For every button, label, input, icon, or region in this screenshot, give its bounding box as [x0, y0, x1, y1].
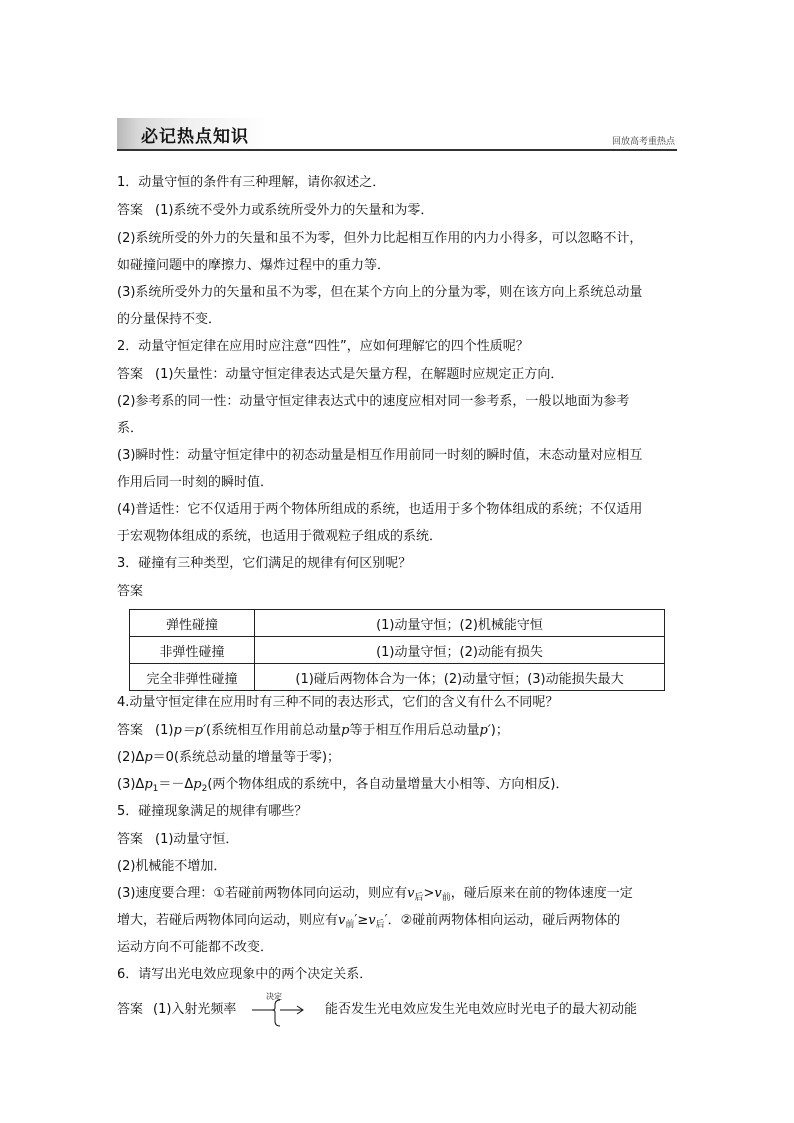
q4-a3-text: (两个物体组成的系统中，各自动量增量大小相等、方向相反)．	[207, 777, 569, 792]
q2-answer-3-line-1: (3)瞬时性：动量守恒定律中的初态动量是相互作用前同一时刻的瞬时值，末态动量对应相互	[117, 448, 643, 463]
q1-answer-2-line-2: 如碰撞问题中的摩擦力、爆炸过程中的重力等．	[117, 258, 391, 273]
q5-a3-symbol-v: v	[407, 886, 415, 901]
q1-answer-1	[117, 202, 433, 220]
q1-answer-3-line-1: (3)系统所受外力的矢量和虽不为零，但在某个方向上的分量为零，则在该方向上系统总动量	[117, 285, 643, 300]
q5-a3-subscript-back: 后	[375, 920, 385, 930]
q2-question: 2．动量守恒定律在应用时应注意“四性”，应如何理解它的四个性质呢？	[117, 339, 529, 354]
q5-a3-subscript-front: 前	[345, 920, 355, 930]
q5-a3-subscript-front: 前	[441, 893, 451, 903]
q5-a3-text: 增大，若碰后两物体同向运动，则应有	[117, 913, 339, 928]
section-subtitle: 回放高考重热点	[611, 137, 675, 147]
q4-a1-symbol-p: p	[341, 723, 350, 738]
q4-a1-text: 等于相互作用后总动量	[349, 723, 480, 738]
q6-a1-right: 能否发生光电效应发生光电效应时光电子的最大初动能	[325, 1002, 638, 1017]
q5-a3-symbol-v: v	[368, 913, 376, 928]
q5-a3-operator: >	[423, 886, 435, 901]
q5-a3-text: (3)速度要合理：①若碰前两物体同向运动，则应有	[117, 886, 408, 901]
q2-answer-4-line-1: (4)普适性：它不仅适用于两个物体所组成的系统，也适用于多个物体组成的系统；不仅适用	[117, 502, 643, 517]
q4-a1-text: (系统相互作用前总动量	[206, 723, 342, 738]
q4-a3-operator: ＝－Δ	[158, 777, 194, 792]
collision-rule: (1)动量守恒；(2)机械能守恒	[255, 610, 665, 637]
q4-a1-formula: p＝p′	[173, 723, 207, 738]
q5-a3-text: ，碰后原来在前的物体速度一定	[450, 886, 633, 901]
answer-label: 答案	[117, 723, 144, 738]
q6-a1-left: (1)入射光频率	[153, 1002, 237, 1017]
section-header	[117, 118, 677, 152]
q4-answer-3	[117, 776, 569, 798]
q5-question: 5．碰撞现象满足的规律有哪些？	[117, 804, 308, 819]
q5-answer-3-line-2	[117, 912, 620, 934]
q5-answer-1-text: (1)动量守恒．	[155, 832, 239, 847]
q6-answer-1	[117, 992, 679, 1032]
answer-label: 答案	[117, 1002, 144, 1017]
table-row	[130, 610, 665, 637]
q3-answer-label: 答案	[117, 584, 144, 599]
q2-answer-3-line-2: 作用后同一时刻的瞬时值．	[117, 475, 274, 490]
q4-a3-symbol-p1: p	[144, 777, 153, 792]
q4-a2-text: ＝0(系统总动量的增量等于零)；	[152, 750, 341, 765]
q1-answer-2-line-1: (2)系统所受的外力的矢量和虽不为零，但外力比起相互作用的内力小得多，可以忽略不计，	[117, 231, 643, 246]
q4-a1-text: )；	[490, 723, 509, 738]
q5-answer-1	[117, 831, 238, 849]
q5-a3-prime: ′	[354, 913, 358, 928]
q1-question: 1．动量守恒的条件有三种理解，请你叙述之．	[117, 175, 386, 190]
q2-answer-1-text: (1)矢量性：动量守恒定律表达式是矢量方程，在解题时应规定正方向．	[155, 367, 564, 382]
q5-a3-subscript-back: 后	[414, 893, 424, 903]
q4-a1-prefix: (1)	[155, 723, 174, 738]
q5-a3-operator: ≥	[357, 913, 369, 928]
q5-a3-symbol-v: v	[434, 886, 442, 901]
q5-answer-3-line-3: 运动方向不可能都不改变．	[117, 940, 274, 955]
q5-a3-symbol-v: v	[338, 913, 346, 928]
table-row	[130, 637, 665, 664]
collision-type: 完全非弹性碰撞	[130, 664, 255, 691]
answer-label: 答案	[117, 203, 144, 218]
q4-a3-symbol-p2: p	[193, 777, 202, 792]
collision-rule: (1)碰后两物体合为一体；(2)动量守恒；(3)动能损失最大	[255, 664, 665, 691]
q2-answer-2-line-1: (2)参考系的同一性：动量守恒定律表达式中的速度应相对同一参考系，一般以地面为参考	[117, 394, 630, 409]
q1-answer-1-text: (1)系统不受外力或系统所受外力的矢量和为零．	[155, 203, 434, 218]
table-row	[130, 664, 665, 691]
collision-type: 弹性碰撞	[130, 610, 255, 637]
collision-table	[129, 609, 665, 691]
q5-answer-2: (2)机械能不增加．	[117, 859, 227, 874]
answer-label: 答案	[117, 832, 144, 847]
section-title: 必记热点知识	[141, 127, 249, 147]
collision-rule: (1)动量守恒；(2)动能有损失	[255, 637, 665, 664]
q2-answer-4-line-2: 于宏观物体组成的系统，也适用于微观粒子组成的系统．	[117, 529, 443, 544]
q4-a3-prefix: (3)Δ	[117, 777, 145, 792]
q3-question: 3．碰撞有三种类型，它们满足的规律有何区别呢？	[117, 556, 412, 571]
q1-answer-3-line-2: 的分量保持不变．	[117, 312, 222, 327]
q4-answer-2	[117, 749, 340, 767]
q4-a3-subscript-1: 1	[152, 784, 159, 794]
q5-a3-text: ．②碰前两物体相向运动，碰后两物体的	[387, 913, 621, 928]
q4-a1-symbol-p-prime: p′	[479, 723, 491, 738]
q4-a2-symbol-p: p	[144, 750, 153, 765]
q4-a2-prefix: (2)Δ	[117, 750, 145, 765]
q2-answer-2-line-2: 系．	[117, 421, 144, 436]
q4-answer-1	[117, 722, 509, 740]
answer-label: 答案	[117, 367, 144, 382]
q5-answer-3-line-1	[117, 885, 633, 907]
header-rule	[117, 149, 677, 151]
q4-a3-subscript-2: 2	[201, 784, 208, 794]
q2-answer-1	[117, 366, 563, 384]
collision-type: 非弹性碰撞	[130, 637, 255, 664]
q4-question: 4.动量守恒定律在应用时有三种不同的表达形式，它们的含义有什么不同呢？	[117, 695, 559, 710]
q5-a3-prime: ′	[384, 913, 388, 928]
q6-arrow-label: 决定	[266, 992, 282, 1001]
q6-question: 6．请写出光电效应现象中的两个决定关系．	[117, 967, 373, 982]
